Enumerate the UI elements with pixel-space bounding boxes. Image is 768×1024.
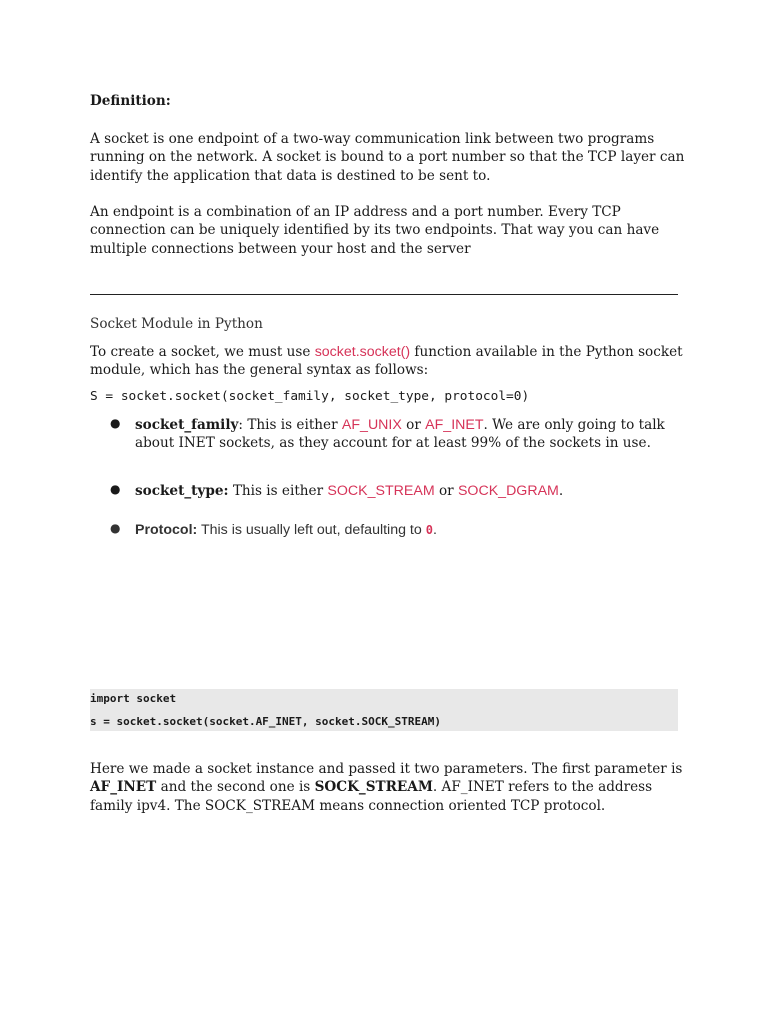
socket-family-text-1: : This is either: [238, 417, 342, 433]
syntax-line: S = socket.socket(socket_family, socket_type, protocol=0): [90, 389, 530, 404]
socket-type-label: socket_type:: [135, 483, 229, 499]
code-line-2: s = socket.socket(socket.AF_INET, socket.SOCK_STREAM): [90, 715, 441, 728]
section-subheading: Socket Module in Python: [90, 316, 263, 332]
bullet-icon: ●: [110, 521, 121, 535]
horizontal-divider: [90, 294, 678, 295]
intro-paragraph: [90, 343, 690, 380]
code-line-1: import socket: [90, 692, 177, 705]
protocol-default-zero: 0: [425, 523, 433, 537]
socket-type-or: or: [434, 483, 458, 499]
protocol-text: [135, 521, 680, 539]
explanation-text-1: Here we made a socket instance and passed it two parameters. The first parameter is: [90, 761, 683, 777]
explanation-text-2: and the second one is: [156, 779, 315, 796]
definition-paragraph-1: A socket is one endpoint of a two-way communication link between two programs running on the network. A socket is bound to a port number so that the TCP layer can identify the application that data is destined to be sent to.: [90, 131, 685, 184]
socket-type-text-1: This is either: [228, 483, 328, 499]
bullet-icon: ●: [110, 416, 121, 430]
sock-stream-term: SOCK_STREAM: [327, 483, 435, 499]
socket-family-text: [135, 416, 680, 453]
sock-stream-bold: SOCK_STREAM: [314, 779, 433, 796]
socket-family-label: socket_family: [135, 417, 239, 433]
code-block: [90, 689, 678, 731]
sock-dgram-term: SOCK_DGRAM: [457, 483, 559, 499]
af-inet-bold: AF_INET: [90, 779, 157, 796]
explanation-text-3: . AF_INET refers to the address family ipv4. The SOCK_STREAM means connection oriented TCP protocol.: [90, 779, 653, 814]
af-inet-term: AF_INET: [425, 417, 484, 433]
socket-family-text-2: . We are only going to talk about INET sockets, as they account for at least 99% of the sockets in use.: [135, 417, 665, 452]
socket-type-text: [135, 482, 680, 500]
socket-function-name: socket.socket(): [314, 344, 411, 360]
af-unix-term: AF_UNIX: [341, 417, 402, 433]
socket-family-or: or: [401, 417, 426, 433]
socket-type-end: .: [558, 483, 564, 499]
definition-paragraph-2: An endpoint is a combination of an IP address and a port number. Every TCP connection can be uniquely identified by its two endpoints. That way you can have multiple connections between your host and the server: [90, 204, 660, 257]
bullet-icon: ●: [110, 482, 121, 496]
protocol-text-body: This is usually left out, defaulting to: [197, 522, 426, 538]
intro-text-after: function available in the Python socket module, which has the general syntax as follows:: [90, 344, 683, 379]
intro-text-before: To create a socket, we must use: [90, 344, 315, 360]
protocol-end: .: [432, 522, 437, 538]
protocol-label: Protocol:: [135, 522, 198, 538]
definition-heading: Definition:: [90, 93, 171, 109]
explanation-paragraph: [90, 760, 690, 815]
